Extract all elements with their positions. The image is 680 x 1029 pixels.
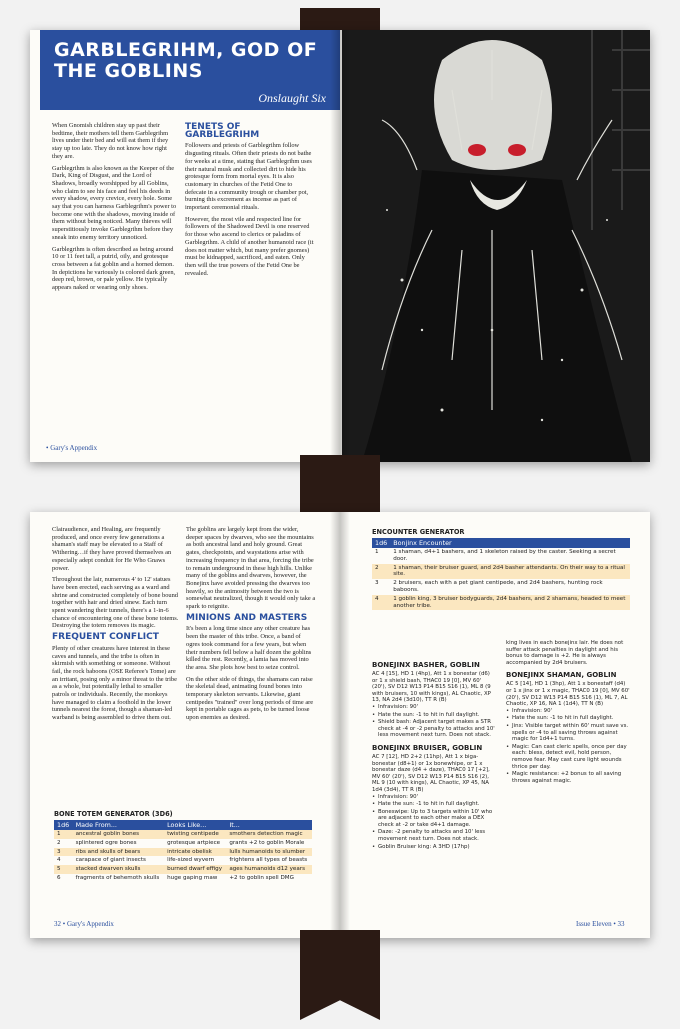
column-header: Looks Like... <box>164 820 226 830</box>
table-row: 3 ribs and skulls of bears intricate obelisk lulls humanoids to slumber <box>54 848 312 857</box>
magazine-spread-bottom <box>30 512 650 938</box>
ability-list <box>372 794 496 851</box>
magazine-spread-top <box>30 30 650 462</box>
table-row: 5 stacked dwarven skulls burned dwarf effigy ages humanoids d12 years <box>54 865 312 874</box>
table-title: BONE TOTEM GENERATOR (3D6) <box>54 810 173 818</box>
table-row: 4 carapace of giant insects life-sized wyvern frightens all types of beasts <box>57 857 308 864</box>
ability-item: • Infravision: 90' <box>506 708 632 715</box>
table-row: 1 ancestral goblin bones twisting centipede smothers detection magic <box>54 830 312 839</box>
paragraph: Clairaudience, and Healing, are frequently produced, and once every few generations a shaman's staff may be elevated to a Staff of Withering…if they have proved themselves an especially adept conduit for He Who Gnaws power. <box>52 526 172 572</box>
goblin-god-illustration <box>342 30 650 462</box>
bookmark-ribbon-middle <box>300 455 380 515</box>
article-column-2 <box>186 526 316 726</box>
ability-list <box>372 704 496 739</box>
ability-item: • Hate the sun: -1 to hit in full daylight. <box>506 715 632 722</box>
ability-item: • Hate the sun: -1 to hit in full daylight. <box>372 801 496 808</box>
king-description: king lives in each bonejinx lair. He does not suffer attack penalties in daylight and his bonus to damage is +2. He is always accompanied by 2d4 bruisers. <box>506 640 624 666</box>
paragraph: The goblins are largely kept from the wider, deeper spaces by dwarves, who see the mountains as both ancestral land and holy ground. Great gates, checkpoints, and waystations arise with increasing frequency in that area, forcing the tribe to remain underground in these high hills. Unlike many of the goblins and dwarves, however, the Bonejinx have avoided pressing the dwarves too heavily, so the animosity between the two is somewhat neutralized, though it would only take a spark to reignite. <box>186 526 316 611</box>
creature-stats: AC 4 [15], HD 1 (4hp), Att 1 x bonestar (d6) or 1 x shield bash, THAC0 19 [0], MV 60' (20'), SV D12 W13 P14 B15 S16 (1), ML 8 (9 with bruisers, 10 with kings), AL Chaotic, XP 13, NA 2d4 (3d10), TT R (B) <box>372 671 491 704</box>
paragraph: Garblegrihm is also known as the Keeper of the Dark, King of Disgust, and the Lord of Shadows, broadly worshipped by all Goblins, who claim to see his face and feel his deeds in every shadow, every crevice, every hole. Some say that you can harness Garblegrihm's power to become one with the shadows, moving inside of them without being noticed. Many thieves will superstitiously invoke Garblegrihm before they sneak into enemy territory unnoticed. <box>52 164 177 241</box>
paragraph: However, the most vile and respected line for followers of the Shadowed Devil is one reserved for those who ascend to clerics or paladins of Garblegrihm. A child of another humanoid race (it does not matter which, but many prefer gnomes) must be kidnapped, sacrificed, and eaten. Only then will the true powers of the Fetid One be revealed. <box>185 215 314 277</box>
article-title: GARBLEGRIHM, GOD OF THE GOBLINS <box>54 39 318 82</box>
ability-item: • Goblin Bruiser king: A 3HD (17hp) <box>372 844 496 851</box>
ability-item: • Magic resistance: +2 bonus to all saving throws against magic. <box>506 771 632 784</box>
bookmark-ribbon-bottom <box>300 930 380 1020</box>
paragraph: On the other side of things, the shamans can raise the skeletal dead, animating found bones into temporary skeleton servants. Likewise, giant centipedes "trained" over long periods of time are kept in portable cages as pets, to be turned loose upon enemies as desired. <box>186 675 314 722</box>
creature-name: BONEJINX SHAMAN, GOBLIN <box>506 671 617 680</box>
ability-item: • Boneswipe: Up to 3 targets within 10' who are adjacent to each other make a DEX check at -2 or take d4+1 damage. <box>372 809 496 829</box>
paragraph: Followers and priests of Garblegrihm follow disgusting rituals. Often their priests do not bathe for weeks at a time, stating that Garblegrihm uses their natural musk and collected dirt to hide his grotesque form from mortal eyes. It is also customary in churches of the Fetid One to defecate in a community trough or chamber pot, burning this excrement as incense as part of important ceremonial rituals. <box>185 142 312 212</box>
creature-stats: AC 7 [12], HD 2+2 (11hp), Att 1 x biga-bonestar (d8+1) or 1x bonewhipe, or 1 x bonestar daze (d4 + daze), THAC0 17 [+2], MV 60' (20'), SV D12 W13 P14 B15 S16 (2), ML 9 (10 with kings), AL Chaotic, XP 45, NA 1d4 (3d4), TT R (B) <box>372 753 490 793</box>
ability-item: • Hate the sun: -1 to hit in full daylight. <box>372 712 496 719</box>
paragraph: Garblegrihm is often described as being around 10 or 11 feet tall, a putrid, oily, and grotesque cross between a fat goblin and a horned demon. In depictions he variously is colored dark green, deep red, brown, or pale yellow. He typically appears naked or wearing only shoes. <box>52 245 176 292</box>
column-header: Bonjinx Encounter <box>390 538 630 548</box>
table-row: 3 2 bruisers, each with a pet giant centipede, and 2d4 bashers, hunting rock baboons. <box>375 580 603 593</box>
ability-item: • Jinx: Visible target within 60' must save vs. spells or -4 to all saving throws against magic for 1d4+1 turns. <box>506 723 632 743</box>
table-title: ENCOUNTER GENERATOR <box>372 528 465 536</box>
page-gutter <box>330 512 350 938</box>
table-row: 1 1 shaman, d4+1 bashers, and 1 skeleton raised by the caster. Seeking a secret door. <box>375 549 616 562</box>
creature-stats: AC 5 [14], HD 1 (3hp), Att 1 x bonestaff (d4) or 1 x jinx or 1 x magic, THAC0 19 [0], MV 60' (20'), SV D12 W13 P14 B15 S16 (1), ML 7, AL Chaotic, XP 16, NA 1 (1d4), TT N (B) <box>506 681 630 708</box>
table-row: 2 1 shaman, their bruiser guard, and 2d4 basher attendants. On their way to a ritual site. <box>372 564 630 580</box>
page-footer: • Gary's Appendix <box>46 444 98 452</box>
article-column-1 <box>52 122 177 296</box>
column-header: Made From... <box>73 820 165 830</box>
article-column-2 <box>185 122 315 281</box>
stat-block-column-1 <box>372 656 496 851</box>
paragraph: Plenty of other creatures have interest in these caves and tunnels, and the tribe is often in skirmish with something or someone. Without fail, the rock baboons (OSE Referee's Tome) are an irritant, posing only a minor threat to the tribe as a whole, but potentially lethal to smaller patrols or individuals. Recently, the monkeys have managed to claim a foothold in the lower tunnels nearest the forest, though a shaman-led warband is being assembled to drive them out. <box>52 644 177 722</box>
ability-item: • Daze: -2 penalty to attacks and 10' less movement next turn. Does not stack. <box>372 829 496 842</box>
ability-item: • Infravision: 90' <box>372 704 496 711</box>
section-heading: FREQUENT CONFLICT <box>52 632 159 643</box>
ability-item: • Magic: Can cast cleric spells, once per day each: bless, detect evil, hold person, remove fear. May cast cure light wounds thrice per day. <box>506 744 632 770</box>
section-heading: MINIONS AND MASTERS <box>186 612 308 623</box>
column-header: 1d6 <box>54 820 73 830</box>
creature-name: BONEJINX BRUISER, GOBLIN <box>372 743 483 752</box>
article-column-1 <box>52 526 180 726</box>
column-header: It... <box>226 820 312 830</box>
table-row: 6 fragments of behemoth skulls huge gaping maw +2 to goblin spell DMG <box>57 874 294 881</box>
page-gutter <box>330 30 350 462</box>
page-footer-left: 32 • Gary's Appendix <box>54 920 114 928</box>
section-heading: TENETS OF GARBLEGRIHM <box>185 122 260 140</box>
ability-item: • Shield bash: Adjacent target makes a STR check at -4 or -2 penalty to attacks and 10' less movement next turn. Does not stack. <box>372 719 496 739</box>
paragraph: When Gnomish children stay up past their bedtime, their mothers tell them Garblegrihm lives under their bed and will eat them if they stay up too late. They do not know how right they are. <box>52 122 169 160</box>
paragraph: It's been a long time since any other creature has been the master of this tribe. Once, a band of ogres took command for a few years, but when their numbers fell below a half dozen the goblins killed the rest. Recently, a lamia has moved into the area. She plots how best to seize control. <box>186 625 312 671</box>
paragraph: Throughout the lair, numerous 4' to 12' statues have been erected, each serving as a ward and shrine and constructed completely of bone bound together with hair and dried sinew. Each turn spent wandering their tunnels, there's a 1-in-6 chance of encountering one of these bone totems. Destroying the totem removes its magic. <box>52 576 179 630</box>
column-header: 1d6 <box>372 538 390 548</box>
ability-list <box>506 708 632 785</box>
table-row: 4 1 goblin king, 3 bruiser bodyguards, 2d4 bashers, and 2 shamans, headed to meet another tribe. <box>372 595 630 611</box>
stat-block-column-2 <box>506 640 632 785</box>
page-footer-right: Issue Eleven • 33 <box>576 920 625 928</box>
bone-totem-table <box>54 810 312 883</box>
ability-item: • Infravision: 90' <box>372 794 496 801</box>
creature-name: BONEJINX BASHER, GOBLIN <box>372 661 480 669</box>
issue-label: Onslaught Six <box>258 91 326 105</box>
title-banner <box>40 30 340 110</box>
table-row: 2 splintered ogre bones grotesque artpiece grants +2 to goblin Morale <box>57 839 305 846</box>
encounter-table <box>372 528 630 610</box>
